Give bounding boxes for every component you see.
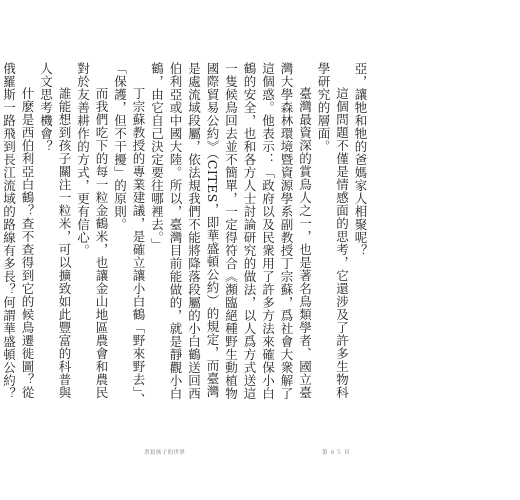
paragraph: 而我們吃下的每一粒金鶴米，也讓金山地區農會和農民對於友善耕作的方式，更有信心。 <box>75 62 109 399</box>
paragraph: 誰能想到孩子關注一粒米，可以擴致如此豐富的科普與人文思考機會？ <box>38 62 72 399</box>
paragraph: 什麼是西伯利亞白鶴？查不查得到它的候鳥遷徙圖？從俄羅斯一路飛到長江流域的路線有多長？何謂華盛頓公約？ <box>1 62 35 400</box>
running-title: 書寫孩子的世界 <box>144 450 186 456</box>
page-number: 第 ６５ 頁 <box>322 450 350 456</box>
body-text <box>1 62 369 408</box>
paragraph: 臺灣最資深的賞鳥人之一，也是著名鳥類學者、國立臺灣大學森林環境暨資源學系副教授丁宗蘇，爲社會大衆解了這個惑。他表示：「政府以及民衆用了許多方法來確保小白鶴的安全，也和各方人士討論研究的做法，以人爲方式送這一隻候鳥回去並不簡單，一定得符合《瀕臨絕種野生動植物國際貿易公約》（CITES，即華盛頓公約）的規定，而臺灣是處流域段屬，依法規我們不能將降落段屬的小白鶴送回西伯利亞或中國大陸。所以，臺灣目前能做的，就是靜觀小白鶴，由它自己決定要往哪裡去。」 <box>149 62 313 400</box>
paragraph: 這個問題不僅是情感面的思考，它還涉及了許多生物科學研究的層面。 <box>316 62 350 399</box>
paragraph: 亞，讓牠和牠的爸媽家人相聚呢？ <box>353 62 368 257</box>
paragraph: 丁宗蘇教授的專業建議，是確立讓小白鶴「野來野去」、「保護，但不干擾」的原則。 <box>112 62 146 406</box>
